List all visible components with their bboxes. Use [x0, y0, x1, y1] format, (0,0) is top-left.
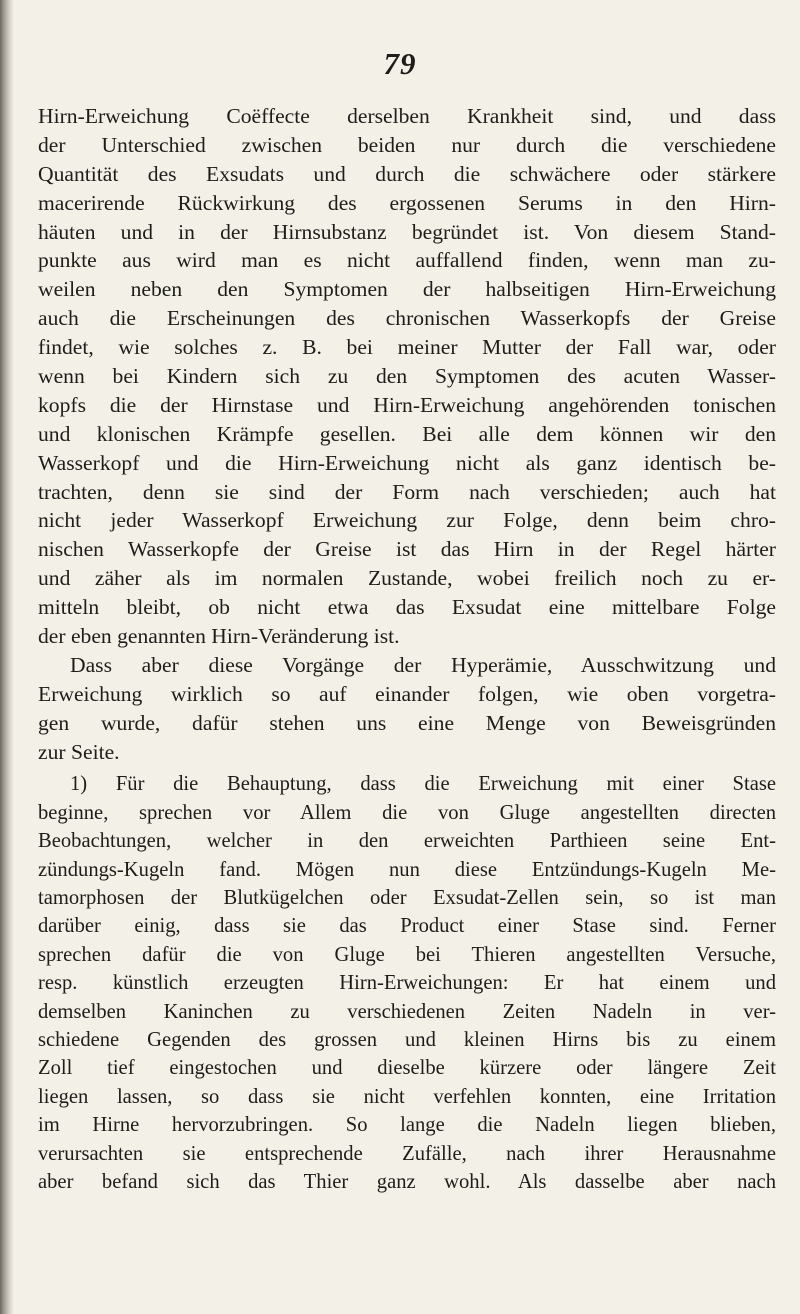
text-line: mitteln bleibt, ob nicht etwa das Exsudat eine mittelbare Folge [38, 595, 776, 620]
text-line: häuten und in der Hirnsubstanz begründet ist. Von diesem Stand- [38, 219, 776, 244]
text-line: demselben Kaninchen zu verschiedenen Zeiten Nadeln in ver- [38, 1000, 776, 1023]
text-line: gen wurde, dafür stehen uns eine Menge von Beweisgründen [38, 710, 776, 735]
text-line: trachten, denn sie sind der Form nach verschieden; auch hat [38, 479, 776, 504]
text-line: im Hirne hervorzubringen. So lange die Nadeln liegen blieben, [38, 1114, 776, 1137]
text-line: darüber einig, dass sie das Product einer Stase sind. Ferner [38, 915, 776, 938]
paragraph-1 [38, 102, 776, 651]
text-line: aber befand sich das Thier ganz wohl. Als dasselbe aber nach [38, 1170, 776, 1193]
text-line: der Unterschied zwischen beiden nur durch die verschiedene [38, 132, 776, 157]
text-line: 1) Für die Behauptung, dass die Erweichung mit einer Stase [70, 773, 776, 796]
text-line: resp. künstlich erzeugten Hirn-Erweichungen: Er hat einem und [38, 972, 776, 995]
text-line: schiedene Gegenden des grossen und kleinen Hirns bis zu einem [38, 1029, 776, 1051]
text-line: auch die Erscheinungen des chronischen Wasserkopfs der Greise [38, 306, 776, 331]
text-line: Erweichung wirklich so auf einander folgen, wie oben vorgetra- [38, 681, 776, 706]
text-line: kopfs die der Hirnstase und Hirn-Erweichung angehörenden tonischen [38, 392, 776, 417]
text-line: Hirn-Erweichung Coëffecte derselben Krankheit sind, und dass [38, 104, 776, 128]
text-line: zur Seite. [38, 739, 120, 764]
text-line: Beobachtungen, welcher in den erweichten Parthieen seine Ent- [38, 830, 776, 853]
text-line: Wasserkopf und die Hirn-Erweichung nicht als ganz identisch be- [38, 450, 776, 475]
text-line: zündungs-Kugeln fand. Mögen nun diese Entzündungs-Kugeln Me- [38, 858, 776, 881]
page-text [38, 102, 776, 1196]
text-line: macerirende Rückwirkung des ergossenen Serums in den Hirn- [38, 190, 776, 215]
text-line: Zoll tief eingestochen und dieselbe kürzere oder längere Zeit [38, 1057, 776, 1080]
text-line: und klonischen Krämpfe gesellen. Bei alle dem können wir den [38, 421, 776, 446]
text-line: beginne, sprechen vor Allem die von Gluge angestellten directen [38, 801, 776, 824]
text-line: nischen Wasserkopfe der Greise ist das Hirn in der Regel härter [38, 537, 776, 562]
text-line: wenn bei Kindern sich zu den Symptomen des acuten Wasser- [38, 364, 776, 389]
text-line: weilen neben den Symptomen der halbseitigen Hirn-Erweichung [38, 277, 776, 302]
text-line: nicht jeder Wasserkopf Erweichung zur Folge, denn beim chro- [38, 508, 776, 533]
text-line: sprechen dafür die von Gluge bei Thieren angestellten Versuche, [38, 943, 776, 966]
text-line: und zäher als im normalen Zustande, wobei freilich noch zu er- [38, 566, 776, 591]
paragraph-2 [38, 651, 776, 767]
text-line: tamorphosen der Blutkügelchen oder Exsudat-Zellen sein, so ist man [38, 887, 776, 910]
page-number: 79 [383, 46, 417, 81]
footnote-1 [38, 770, 776, 1196]
text-line: Quantität des Exsudats und durch die schwächere oder stärkere [38, 161, 776, 186]
text-line: der eben genannten Hirn-Veränderung ist. [38, 624, 400, 649]
text-line: punkte aus wird man es nicht auffallend finden, wenn man zu- [38, 248, 776, 273]
text-line: findet, wie solches z. B. bei meiner Mutter der Fall war, oder [38, 335, 776, 360]
text-line: Dass aber diese Vorgänge der Hyperämie, Ausschwitzung und [70, 652, 776, 677]
text-line: liegen lassen, so dass sie nicht verfehlen konnten, eine Irritation [38, 1085, 776, 1108]
text-line: verursachten sie entsprechende Zufälle, nach ihrer Herausnahme [38, 1142, 776, 1165]
book-spine-shadow [0, 0, 14, 1314]
